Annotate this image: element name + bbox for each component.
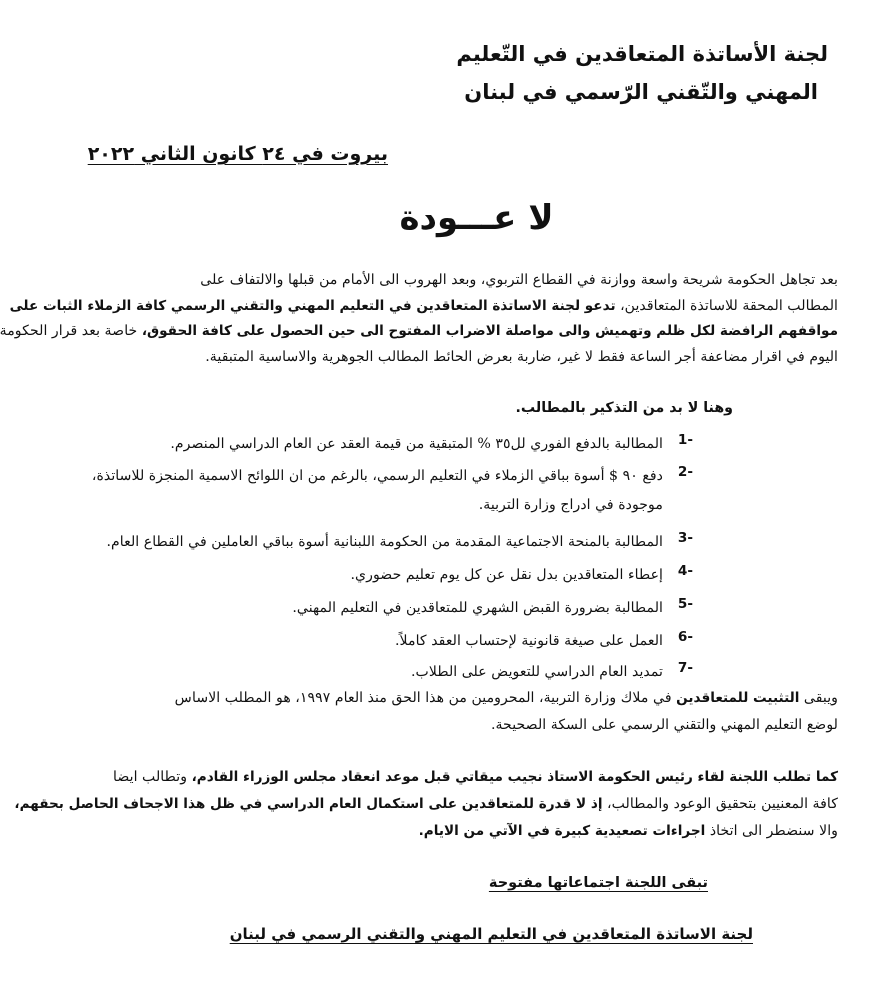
- demand-text: المطالبة بالمنحة الاجتماعية المقدمة من الحكومة اللبنانية أسوة بباقي العاملين في القطاع العام.: [106, 534, 663, 550]
- intro-line: [9, 294, 838, 320]
- demand-number: -1: [677, 432, 693, 448]
- demand-number: -3: [677, 530, 693, 546]
- page-title: لا عـــودة: [399, 198, 554, 238]
- request-line: [113, 765, 838, 792]
- signature: لجنة الاساتذة المتعاقدين في التعليم المهني والتقني الرسمي في لبنان: [229, 925, 753, 943]
- demand-text-continued: موجودة في ادراج وزارة التربية.: [478, 497, 663, 513]
- intro-bold-text: مواقفهم الرافضة لكل ظلم وتهميش والى مواصلة الاضراب المفتوح الى حين الحصول على كافة الحقوق،: [141, 323, 838, 339]
- demand-text: إعطاء المتعاقدين بدل نقل عن كل يوم تعليم حضوري.: [350, 567, 663, 583]
- fixation-text: في ملاك وزارة التربية، المحرومين من هذا الحق منذ العام ١٩٩٧، هو المطلب الاساس: [174, 690, 677, 706]
- fixation-bold-text: التثبيت للمتعاقدين: [676, 690, 800, 706]
- demand-number: -5: [677, 596, 693, 612]
- request-bold-text: اجراءات تصعيدية كبيرة في الآتي من الايام.: [418, 823, 706, 839]
- demand-number: -2: [677, 464, 693, 480]
- intro-line: [0, 319, 838, 345]
- request-paragraph: [14, 765, 838, 846]
- intro-line: بعد تجاهل الحكومة شريحة واسعة ووازنة في القطاع التربوي، وبعد الهروب الى الأمام من قبلها والالتفاف على: [200, 272, 838, 288]
- demand-text: العمل على صيغة قانونية لإحتساب العقد كاملاً.: [395, 633, 663, 649]
- fixation-text: ويبقى: [799, 690, 838, 706]
- demands-heading: وهنا لا بد من التذكير بالمطالب.: [515, 400, 733, 416]
- meetings-open-note: تبقى اللجنة اجتماعاتها مفتوحة: [488, 875, 708, 891]
- date-line: بيروت في ٢٤ كانون الثاني ٢٠٢٢: [87, 143, 388, 165]
- intro-text: خاصة بعد قرار الحكومة: [0, 323, 142, 339]
- intro-line: اليوم في اقرار مضاعفة أجر الساعة فقط لا غير، ضاربة بعرض الحائط المطالب الجوهرية والاساسية المتبقية.: [205, 348, 838, 365]
- request-bold-text: كما تطلب اللجنة لقاء رئيس الحكومة الاستاذ نجيب ميقاتي قبل موعد انعقاد مجلس الوزراء القادم،: [191, 769, 838, 785]
- demand-text: المطالبة بالدفع الفوري لل٣٥ % المتبقية من قيمة العقد عن العام الدراسي المنصرم.: [170, 436, 663, 452]
- request-text: وتطالب ايضا: [113, 769, 192, 785]
- demand-text: تمديد العام الدراسي للتعويض على الطلاب.: [410, 664, 663, 680]
- demand-text: المطالبة بضرورة القبض الشهري للمتعاقدين في التعليم المهني.: [292, 600, 663, 616]
- fixation-line: لوضع التعليم المهني والتقني الرسمي على السكة الصحيحة.: [490, 717, 838, 733]
- request-text: كافة المعنيين بتحقيق الوعود والمطالب،: [602, 796, 838, 812]
- request-text: والا سنضطر الى اتخاذ: [705, 823, 838, 839]
- committee-name-line-1: لجنة الأساتذة المتعاقدين في التّعليم: [456, 42, 828, 66]
- committee-name-line-2: المهني والتّقني الرّسمي في لبنان: [464, 80, 818, 104]
- demand-text: دفع ٩٠ $ أسوة بباقي الزملاء في التعليم الرسمي، بالرغم من ان اللوائح الاسمية المنجزة للاساتذة،: [91, 468, 663, 484]
- fixation-paragraph: [120, 686, 838, 740]
- request-line: [14, 792, 838, 819]
- fixation-line: [120, 686, 838, 713]
- intro-text: المطالب المحقة للاساتذة المتعاقدين،: [615, 297, 838, 314]
- request-line: [120, 819, 838, 846]
- demand-number: -6: [677, 629, 693, 645]
- request-bold-text: إذ لا قدرة للمتعاقدين على استكمال العام الدراسي في ظل هذا الاجحاف الحاصل بحقهم،: [14, 796, 603, 812]
- intro-paragraph: [0, 268, 838, 370]
- demand-number: -7: [677, 660, 693, 676]
- intro-bold-text: تدعو لجنة الاساتذة المتعاقدين في التعليم المهني والتقني الرسمي كافة الزملاء الثبات على: [9, 297, 616, 314]
- demand-number: -4: [677, 563, 693, 579]
